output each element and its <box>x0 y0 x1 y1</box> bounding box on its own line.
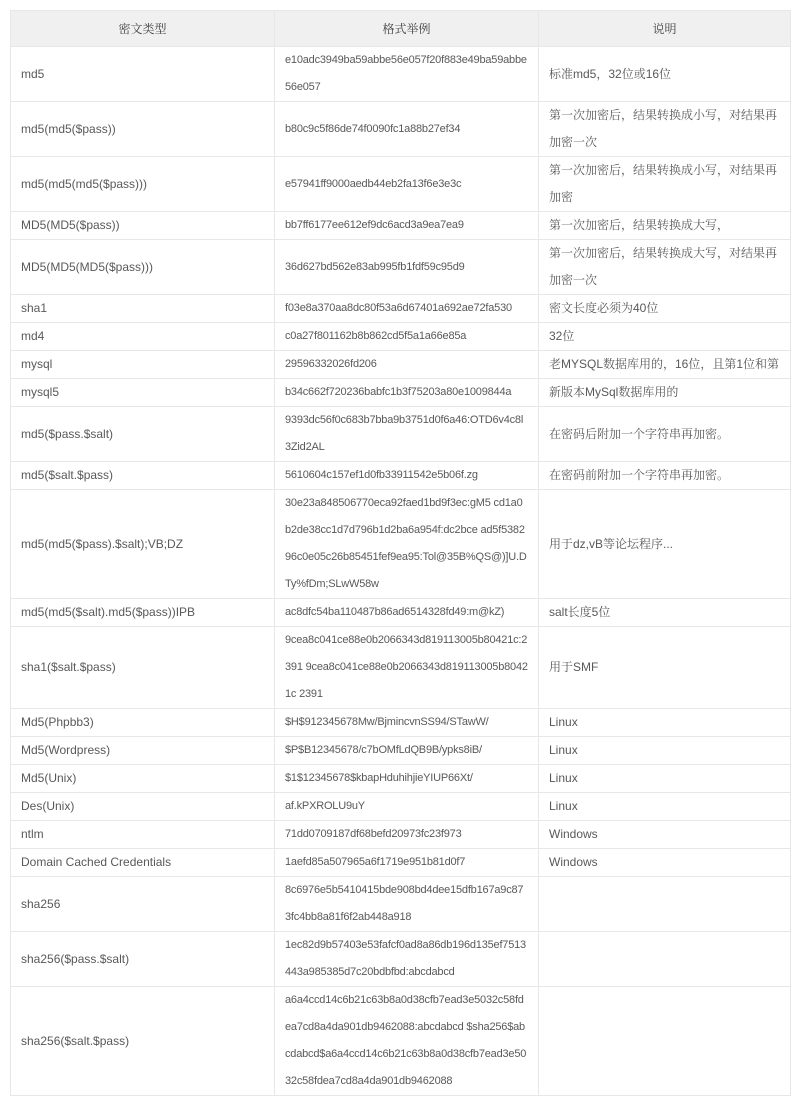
format-example-cell: 36d627bd562e83ab995fb1fdf59c95d9 <box>275 240 539 295</box>
table-header <box>11 11 791 47</box>
cipher-type-cell: md5(md5($pass)) <box>11 102 275 157</box>
cipher-type-cell: sha1 <box>11 295 275 323</box>
table-row <box>11 240 791 295</box>
hash-types-table <box>10 10 791 1096</box>
format-example-cell: 9cea8c041ce88e0b2066343d819113005b80421c:2391 9cea8c041ce88e0b2066343d819113005b80421c 2391 <box>275 627 539 709</box>
table-row <box>11 709 791 737</box>
description-cell: 标准md5，32位或16位 <box>539 47 791 102</box>
format-example-cell: 71dd0709187df68befd20973fc23f973 <box>275 821 539 849</box>
cipher-type-cell: md5 <box>11 47 275 102</box>
format-example-cell: $1$12345678$kbapHduhihjieYIUP66Xt/ <box>275 765 539 793</box>
table-row <box>11 932 791 987</box>
description-cell: 32位 <box>539 323 791 351</box>
cipher-type-cell: md5($salt.$pass) <box>11 462 275 490</box>
table-row <box>11 737 791 765</box>
table-row <box>11 157 791 212</box>
format-example-cell: 9393dc56f0c683b7bba9b3751d0f6a46:OTD6v4c8l3Zid2AL <box>275 407 539 462</box>
format-example-cell: bb7ff6177ee612ef9dc6acd3a9ea7ea9 <box>275 212 539 240</box>
description-cell: 密文长度必须为40位 <box>539 295 791 323</box>
table-body <box>11 47 791 1096</box>
table-row <box>11 987 791 1096</box>
format-example-cell: af.kPXROLU9uY <box>275 793 539 821</box>
description-cell: 第一次加密后，结果转换成小写，对结果再加密 <box>539 157 791 212</box>
format-example-cell: 1aefd85a507965a6f1719e951b81d0f7 <box>275 849 539 877</box>
table-row <box>11 877 791 932</box>
description-cell: 在密码前附加一个字符串再加密。 <box>539 462 791 490</box>
table-row <box>11 295 791 323</box>
format-example-cell: f03e8a370aa8dc80f53a6d67401a692ae72fa530 <box>275 295 539 323</box>
cipher-type-cell: md5(md5($salt).md5($pass))IPB <box>11 599 275 627</box>
format-example-cell: 1ec82d9b57403e53fafcf0ad8a86db196d135ef7513443a985385d7c20bdbfbd:abcdabcd <box>275 932 539 987</box>
table-row <box>11 407 791 462</box>
description-cell <box>539 877 791 932</box>
description-cell: Windows <box>539 849 791 877</box>
cipher-type-cell: Md5(Unix) <box>11 765 275 793</box>
format-example-cell: e57941ff9000aedb44eb2fa13f6e3e3c <box>275 157 539 212</box>
table-row <box>11 793 791 821</box>
cipher-type-cell: Domain Cached Credentials <box>11 849 275 877</box>
cipher-type-cell: md5($pass.$salt) <box>11 407 275 462</box>
table-row <box>11 821 791 849</box>
description-cell: Linux <box>539 737 791 765</box>
cipher-type-cell: ntlm <box>11 821 275 849</box>
table-row <box>11 849 791 877</box>
header-row <box>11 11 791 47</box>
cipher-type-cell: sha1($salt.$pass) <box>11 627 275 709</box>
cipher-type-cell: Md5(Wordpress) <box>11 737 275 765</box>
format-example-cell: b34c662f720236babfc1b3f75203a80e1009844a <box>275 379 539 407</box>
table-row <box>11 351 791 379</box>
format-example-cell: 30e23a848506770eca92faed1bd9f3ec:gM5 cd1a0b2de38cc1d7d796b1d2ba6a954f:dc2bce ad5f538296c0e05c26b85451fef9ea95:Tol@35B%QS@)]U.DTy%fDm;SLwW58w <box>275 490 539 599</box>
format-example-cell: $H$912345678Mw/BjmincvnSS94/STawW/ <box>275 709 539 737</box>
format-example-cell: e10adc3949ba59abbe56e057f20f883e49ba59abbe56e057 <box>275 47 539 102</box>
cipher-type-cell: mysql5 <box>11 379 275 407</box>
description-cell: 在密码后附加一个字符串再加密。 <box>539 407 791 462</box>
format-example-cell: 8c6976e5b5410415bde908bd4dee15dfb167a9c873fc4bb8a81f6f2ab448a918 <box>275 877 539 932</box>
column-header-description: 说明 <box>539 11 791 47</box>
description-cell: Linux <box>539 765 791 793</box>
format-example-cell: ac8dfc54ba110487b86ad6514328fd49:m@kZ) <box>275 599 539 627</box>
description-cell: Linux <box>539 709 791 737</box>
description-cell <box>539 987 791 1096</box>
table-row <box>11 212 791 240</box>
cipher-type-cell: MD5(MD5(MD5($pass))) <box>11 240 275 295</box>
cipher-type-cell: mysql <box>11 351 275 379</box>
table-row <box>11 323 791 351</box>
column-header-cipher-type: 密文类型 <box>11 11 275 47</box>
format-example-cell: a6a4ccd14c6b21c63b8a0d38cfb7ead3e5032c58fdea7cd8a4da901db9462088:abcdabcd $sha256$abcdabcd$a6a4ccd14c6b21c63b8a0d38cfb7ead3e5032c58fdea7cd8a4da901db9462088 <box>275 987 539 1096</box>
description-cell: 用于SMF <box>539 627 791 709</box>
cipher-type-cell: Des(Unix) <box>11 793 275 821</box>
description-cell: Windows <box>539 821 791 849</box>
table-row <box>11 379 791 407</box>
format-example-cell: $P$B12345678/c7bOMfLdQB9B/ypks8iB/ <box>275 737 539 765</box>
table-row <box>11 490 791 599</box>
description-cell: 第一次加密后，结果转换成大写， <box>539 212 791 240</box>
format-example-cell: b80c9c5f86de74f0090fc1a88b27ef34 <box>275 102 539 157</box>
description-cell: 用于dz,vB等论坛程序... <box>539 490 791 599</box>
description-cell: salt长度5位 <box>539 599 791 627</box>
description-cell: Linux <box>539 793 791 821</box>
cipher-type-cell: Md5(Phpbb3) <box>11 709 275 737</box>
cipher-type-cell: sha256($salt.$pass) <box>11 987 275 1096</box>
cipher-type-cell: md4 <box>11 323 275 351</box>
cipher-type-cell: md5(md5(md5($pass))) <box>11 157 275 212</box>
description-cell: 老MYSQL数据库用的，16位，且第1位和第 <box>539 351 791 379</box>
description-cell: 新版本MySql数据库用的 <box>539 379 791 407</box>
cipher-type-cell: sha256 <box>11 877 275 932</box>
table-row <box>11 47 791 102</box>
table-row <box>11 627 791 709</box>
description-cell: 第一次加密后，结果转换成小写，对结果再加密一次 <box>539 102 791 157</box>
description-cell <box>539 932 791 987</box>
format-example-cell: c0a27f801162b8b862cd5f5a1a66e85a <box>275 323 539 351</box>
cipher-type-cell: sha256($pass.$salt) <box>11 932 275 987</box>
cipher-type-cell: MD5(MD5($pass)) <box>11 212 275 240</box>
column-header-format-example: 格式举例 <box>275 11 539 47</box>
format-example-cell: 29596332026fd206 <box>275 351 539 379</box>
description-cell: 第一次加密后，结果转换成大写，对结果再加密一次 <box>539 240 791 295</box>
table-row <box>11 102 791 157</box>
table-row <box>11 765 791 793</box>
table-row <box>11 462 791 490</box>
cipher-type-cell: md5(md5($pass).$salt);VB;DZ <box>11 490 275 599</box>
table-row <box>11 599 791 627</box>
format-example-cell: 5610604c157ef1d0fb33911542e5b06f.zg <box>275 462 539 490</box>
